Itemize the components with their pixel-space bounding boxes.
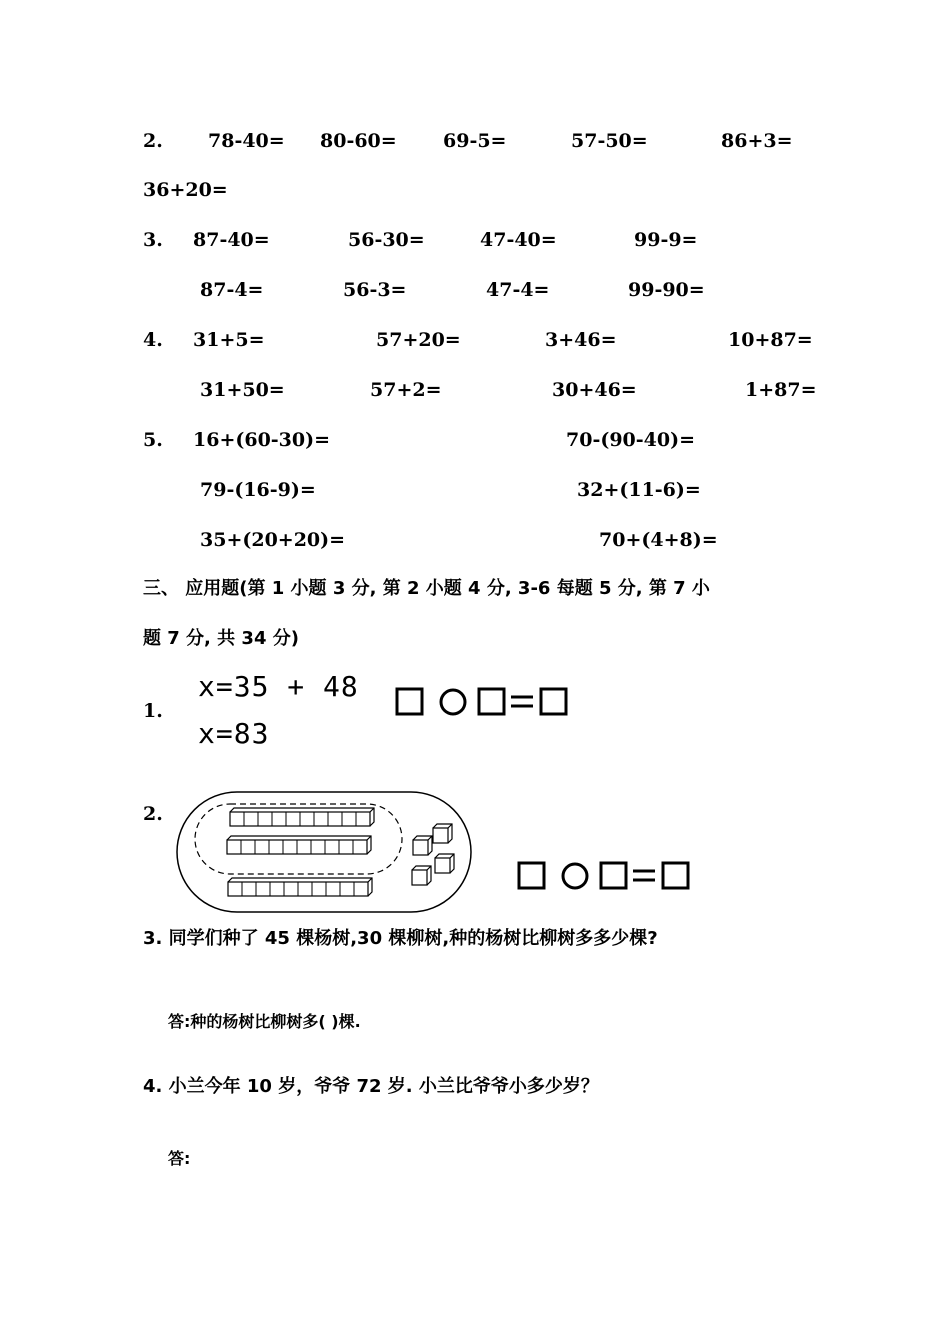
expression: 69-5= xyxy=(443,130,507,152)
problem-number-5: 5. xyxy=(143,429,163,451)
expression: 70-(90-40)= xyxy=(566,429,695,451)
question-number-1: 1. xyxy=(143,700,163,722)
expression: 86+3= xyxy=(721,130,793,152)
expression: 36+20= xyxy=(143,179,228,201)
expression: 56-3= xyxy=(343,279,407,301)
answer-line-3: 答:种的杨树比柳树多( )棵. xyxy=(168,1012,361,1031)
equation-template-2 xyxy=(516,860,696,892)
blank-box xyxy=(519,863,544,888)
blank-box xyxy=(397,689,422,714)
answer-line-4: 答: xyxy=(168,1149,191,1168)
expression: 57-50= xyxy=(571,130,648,152)
handwritten-equation-line1: x=35 + 48 xyxy=(198,670,359,703)
expression: 70+(4+8)= xyxy=(599,529,718,551)
expression: 10+87= xyxy=(728,329,813,351)
operator-circle xyxy=(441,690,465,714)
blank-box xyxy=(541,689,566,714)
expression: 57+2= xyxy=(370,379,442,401)
expression: 35+(20+20)= xyxy=(200,529,346,551)
expression: 56-30= xyxy=(348,229,425,251)
expression: 87-4= xyxy=(200,279,264,301)
equation-template-1 xyxy=(394,686,574,718)
expression: 30+46= xyxy=(552,379,637,401)
expression: 31+5= xyxy=(193,329,265,351)
expression: 31+50= xyxy=(200,379,285,401)
single-cubes xyxy=(412,824,454,885)
blank-box xyxy=(663,863,688,888)
expression: 79-(16-9)= xyxy=(200,479,316,501)
word-problem-3: 3. 同学们种了 45 棵杨树,30 棵柳树,种的杨树比柳树多多少棵? xyxy=(143,928,658,949)
handwritten-equation-line2: x=83 xyxy=(198,717,270,750)
word-problem-4: 4. 小兰今年 10 岁，爷爷 72 岁. 小兰比爷爷小多少岁？ xyxy=(143,1076,599,1097)
expression: 47-4= xyxy=(486,279,550,301)
cubes-illustration xyxy=(175,790,475,916)
ten-rods xyxy=(227,808,374,896)
problem-number-2: 2. xyxy=(143,130,163,152)
expression: 80-60= xyxy=(320,130,397,152)
problem-number-4: 4. xyxy=(143,329,163,351)
operator-circle xyxy=(563,864,587,888)
expression: 99-90= xyxy=(628,279,705,301)
expression: 78-40= xyxy=(208,130,285,152)
question-number-2: 2. xyxy=(143,803,163,825)
expression: 57+20= xyxy=(376,329,461,351)
problem-number-3: 3. xyxy=(143,229,163,251)
section-heading-cont: 题 7 分, 共 34 分) xyxy=(143,628,299,649)
expression: 32+(11-6)= xyxy=(577,479,701,501)
outer-oval xyxy=(177,792,471,912)
ten-rod xyxy=(230,808,374,826)
ten-rod xyxy=(227,836,371,854)
blank-box xyxy=(479,689,504,714)
ten-rod xyxy=(228,878,372,896)
expression: 3+46= xyxy=(545,329,617,351)
expression: 47-40= xyxy=(480,229,557,251)
blank-box xyxy=(601,863,626,888)
expression: 1+87= xyxy=(745,379,817,401)
section-heading: 三、 应用题(第 1 小题 3 分, 第 2 小题 4 分, 3-6 每题 5 分, 第 7 小 xyxy=(143,578,710,599)
expression: 99-9= xyxy=(634,229,698,251)
expression: 87-40= xyxy=(193,229,270,251)
expression: 16+(60-30)= xyxy=(193,429,331,451)
